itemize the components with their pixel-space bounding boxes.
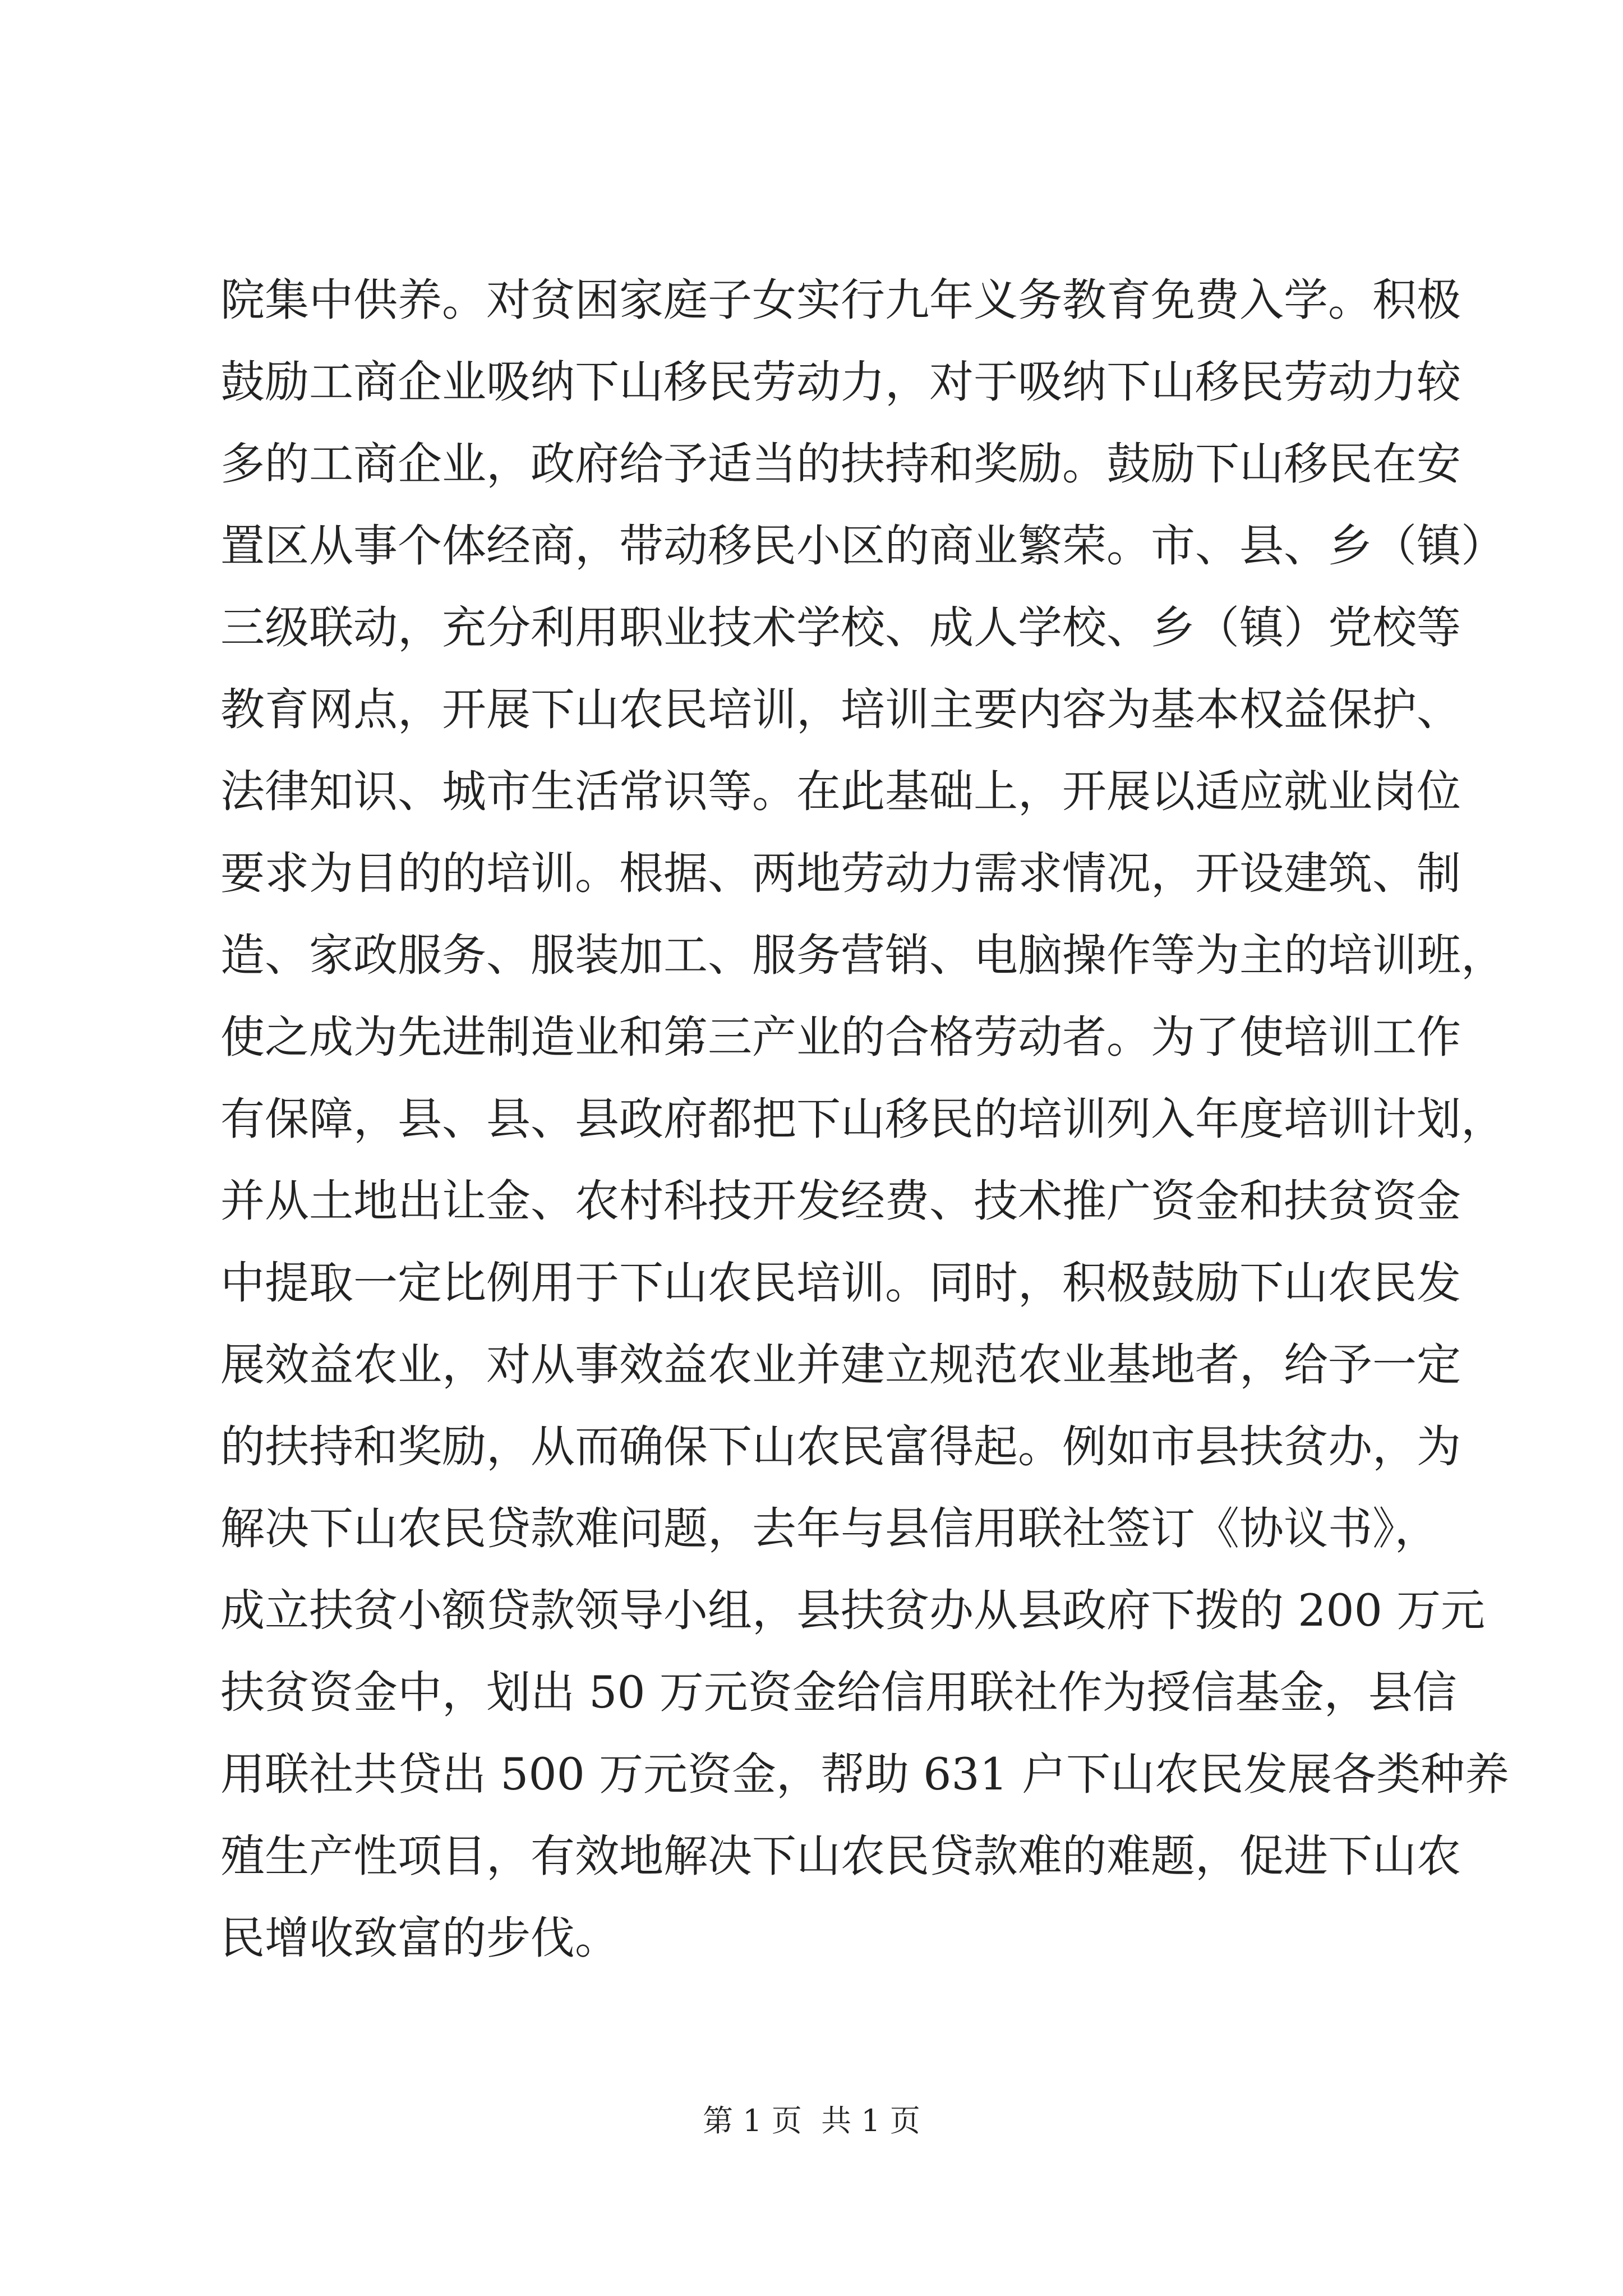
text-line: 置区从事个体经商，带动移民小区的商业繁荣。市、县、乡（镇） [220, 520, 1505, 572]
text-line: 殖生产性项目，有效地解决下山农民贷款难的难题，促进下山农 [220, 1830, 1461, 1882]
text-line: 院集中供养。对贫困家庭子女实行九年义务教育免费入学。积极 [220, 274, 1461, 326]
text-line: 三级联动，充分利用职业技术学校、成人学校、乡（镇）党校等 [220, 602, 1461, 654]
text-line: 教育网点，开展下山农民培训，培训主要内容为基本权益保护、 [220, 684, 1461, 735]
text-line: 法律知识、城市生活常识等。在此基础上，开展以适应就业岗位 [220, 766, 1461, 817]
text-line: 造、家政服务、服装加工、服务营销、电脑操作等为主的培训班， [220, 930, 1505, 981]
text-line: 用联社共贷出 500 万元资金，帮助 631 户下山农民发展各类种养 [220, 1749, 1510, 1800]
text-line: 成立扶贫小额贷款领导小组，县扶贫办从县政府下拨的 200 万元 [220, 1585, 1486, 1636]
page-number-footer: 第 1 页 共 1 页 [703, 2103, 920, 2138]
text-line: 中提取一定比例用于下山农民培训。同时，积极鼓励下山农民发 [220, 1257, 1461, 1309]
text-line: 多的工商企业，政府给予适当的扶持和奖励。鼓励下山移民在安 [220, 438, 1461, 490]
body-paragraph [220, 259, 1510, 1979]
text-line: 民增收致富的步伐。 [220, 1912, 619, 1964]
text-line: 扶贫资金中，划出 50 万元资金给信用联社作为授信基金，县信 [220, 1667, 1457, 1718]
text-line: 解决下山农民贷款难问题，去年与县信用联社签订《协议书》， [220, 1503, 1439, 1554]
text-line: 并从土地出让金、农村科技开发经费、技术推广资金和扶贫资金 [220, 1175, 1461, 1227]
text-line: 展效益农业，对从事效益农业并建立规范农业基地者，给予一定 [220, 1339, 1461, 1391]
text-line: 使之成为先进制造业和第三产业的合格劳动者。为了使培训工作 [220, 1011, 1461, 1063]
text-line: 鼓励工商企业吸纳下山移民劳动力，对于吸纳下山移民劳动力较 [220, 356, 1461, 408]
text-line: 的扶持和奖励，从而确保下山农民富得起。例如市县扶贫办，为 [220, 1421, 1461, 1473]
text-line: 要求为目的的培训。根据、两地劳动力需求情况，开设建筑、制 [220, 848, 1461, 899]
text-line: 有保障，县、县、县政府都把下山移民的培训列入年度培训计划， [220, 1093, 1505, 1145]
